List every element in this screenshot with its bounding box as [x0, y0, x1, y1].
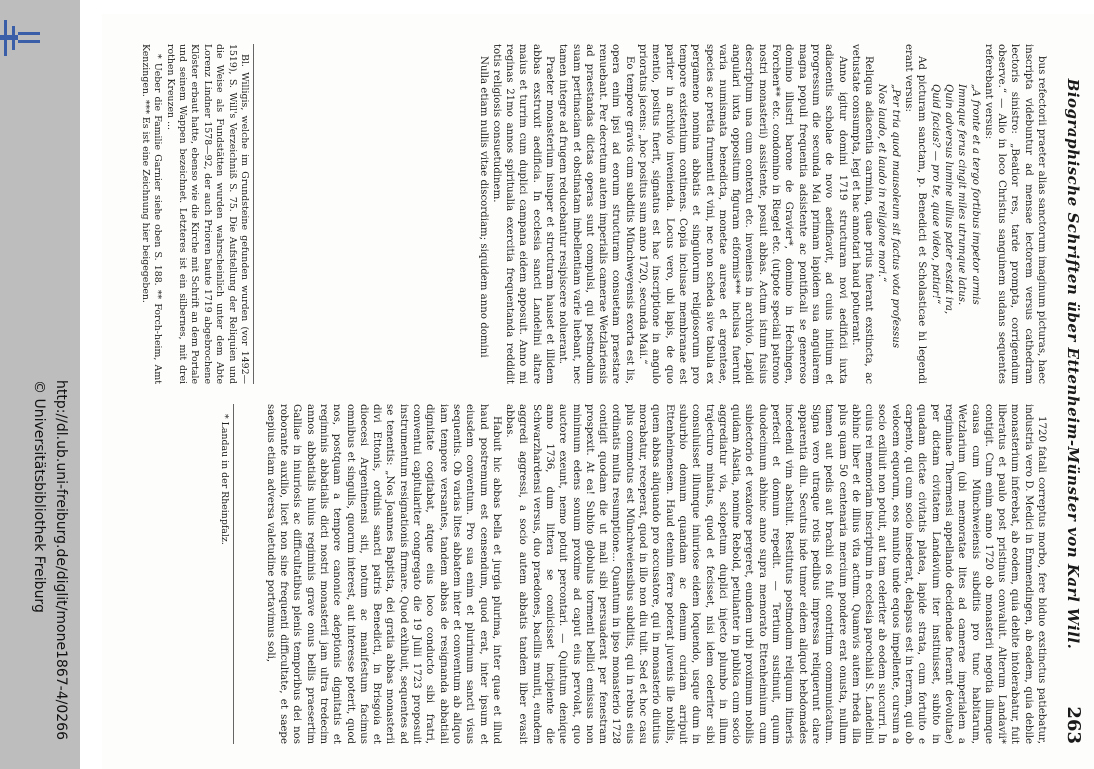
verse-line: Quid facias? — pro te, quae video, patiar!“ — [929, 84, 941, 305]
copyright-label: © Universitätsbibliothek Freiburg — [31, 380, 47, 613]
paragraph: Eo tempore gravis cum subditis Münchweyensis exorta est lis, opera enim ipsi ad eorum structuram consuetam praestare renuebant. Per decretum autem imperialis camerae Wetzlariensis ad praestandas dictas operas sunt compulsi, qui postmodum suam pertinaciam et obstinatam imbellentiam varie luebant, nec tamen integre ad frugem reducebantur resipiscere noluerant. — [557, 44, 635, 384]
paragraph: Habuit hic abbas bella et jurgia plurima, inter quae et illud haud postremum est censendum, quod erat, inter ipsum et eiusdem conventum. Pro sua enim et plurimum sancti visus sequentis. Ob varias lites abbatem inter et conventum ab aliquo iam tempore versantes, tandem abbas de resignanda abbatiali dignitate cogitabat, atque eius loco conducto sibi fratri, conventui capitulariter congregato die 19 Julii 1723 proposuit instrumentum resignationis firmare. Quod exhibuit, sequentes ad se tenentis: „Nos Joannes Baptista, dei gratia abbas monasterii divi Ettonis, ordinis sancti patris Benedicti, in Brisgoia et dioecesi Argentinensi siti, notum ac manifestum facimus omnibus et singulis, quorum interest, aut interesse poterit, quod nos, postquam a tempore canonice adeptionis dignitatis et regiminis abbatialis dicti nostri monasterii jam ultra tredecim annos abbatialis huius regiminis grave onus bellis praesertim Galliae in iniuriosis ac difficultatibus plenis temporibus dei nos roborante auxilio, licet non sine frequenti difficultate, et saepe saepius etiam adversa valetudine portavimus soli, — [264, 404, 502, 744]
paragraph: bus refectorii praeter alias sanctorum imaginum picturas, haec inscripta videbuntur ad mensae lectorem versus cathedram lectoris sinistro: „Beatior res, tarde prompta, corrigendum observe.“ — Alio in loco Christus sanguinem sudans sequentes referebant versus: — [982, 44, 1047, 384]
library-logo-icon[interactable] — [0, 18, 44, 58]
footnote: Bl. Willigis, welche im Grundsteine gefunden wurden (vor 1492—1519), S. Will's Verzeichniß S. 75. Die Aufstellung der Reliquien und die Weise als Fundstätten wurden wahrscheinlich unter dem Abte Lorenz Lindner 1578—92, der auch Prioren baute 1719 abgebrochene Klöster erbaut hatte, ebenso wie die Kirche mit Schrift an dem Portale und seinem Wappen bezeichnet. Letzteres ist ein silbernes, mit drei rothen Kreuzen ... — [164, 44, 250, 384]
page-number: 263 — [1063, 706, 1084, 744]
viewer-metadata — [10, 380, 72, 760]
verse-line: Quin adversus lumine ullius pater exstat ira, — [942, 84, 954, 315]
verse-line: „Per tria quod mausoleum sit factus vota professus — [889, 84, 901, 349]
paragraph: 1720 fatali correptus morbo, fere biduo exstinctus patiebatur, industria vero D. Medici in Emmendingen, ab eadem, quia debile monasterium inferebat, ab eodem, quia debite intolerabatur, fuit liberatus et paulo post pristinus convaluit. Alterum Landavii* contigit. Cum enim anno 1720 ob monasterii negotia illumque causa cum Münchweiensis subditis pro tunc habitarum, Wetzlarium (ubi memoratae lites ad camerae imperialem a regiminae Thermensi appellando decidendae fuerant devolutae) per dictam civitatem Landavium iter instituisset, subito in quadam dictae civitatis platea, lapide strata, cum fortuito e carpento, qui cum socio insederat, delapsus est in terram, qui ob velocem equorum, eos munito unde equos impellente, cursum a socio exiliuit non potuit, aut tam celeriter ab eodem succurri. In cuius rei memoriam inscriptum in ecclesia parochiali S. Landelini abhinc liber et de illius vita actum. Quamvis autem rheda illa plus quam 50 centenaria mercium pondere erat onusta, nullum tamen aut pedis aut brachii os fuit contritum communicatum. Signa vero utraque rotis pedibus impressa reliquerunt clare apparentia dilu. Secutus inde tumor eidem aliquot hebdomades incedendi vim abstulit. Restitutus postmodum reliquum itineris perfecit et domum repedit. — Tertium sustinuit, quum duodecimum abhinc anno supra memorato Ettenheimium cum subiectorio et vexatore pergeret, eundem urbi proximum nobilis quidam Alsatia, nomine Rebold, petulanter in publica cum socio aggrediatur via, sclopetum duplici injecto plumbo in illum trajecturo minatus, quod et fecisset, nisi idem celeriter sibi consuluisset illumque iniuriose eidem loquendo, usque dum in suburbio domum quandam ac demum curiam arripuit Ettenheimensem. Haud etenim ferre poterat juvenis ille nobilis, quem abbas aliquando pro accusatore, qui in monasterio diutius morabatur, receperat, quod in illo non diu tulit. Sed et hoc casu plus commotus est Münchweiensibus subditis, qui in rebus eius ordinatis multa resumptione... Quantum in ipso monasterio 1728 contigit quodam die ut mali sibi persuaderat per fenestram prospexit. At ea! Subito globulus tormenti bellici emissus non minimum edens sonum proxime ad caput eius pervolat, quo auctore exeunt, nemo potuit percontari. — Quintum denique anno 1736, dum littera se coniicisset incipiente die Schwarzhardensi versus, duo praedones, bacillis muniti, eundem aggredi aggressi, a socio autem abbatis tandem liber evasit abbas. — [504, 404, 1047, 744]
verse-line: Nos laudo, et laudo in religione mori.“ — [876, 84, 888, 283]
footnote: * Ueber die Familie Garnier siehe oben S. 188. ** Forch-heim, Amt Kenzingen. *** Es ist eine Zeichnung hier beigegeben. — [139, 44, 164, 384]
footnote: * Landau in der Rheinpfalz. — [219, 414, 230, 545]
left-footnotes — [138, 44, 254, 384]
paragraph: Reliqua adiacentia carmina, quae prius fuerant exstincta, ac vetustate consumpta, legi et hac annotari haud potuerant. — [849, 44, 875, 384]
right-footnotes — [218, 404, 234, 744]
paragraph: Nulla etiam nullis vitae discordiam; siquidem anno domini — [477, 56, 489, 358]
verse-line: „A fronte et a tergo fortibus impetor armis — [969, 84, 981, 305]
paragraph: Ad picturam sanctam, p. Benedicti et Scholasticae hi legendi erant versus: — [903, 44, 928, 384]
scanned-page — [102, 14, 1094, 769]
right-text-column — [263, 404, 1048, 744]
left-text-column — [476, 44, 1048, 384]
running-title: Biographische Schriften über Ettenheim-Münster von Karl Will. — [1064, 78, 1082, 650]
page-header — [1056, 54, 1082, 744]
paragraph: Anno igitur domini 1719 structuram novi aedificii iuxta adiacentis scholae de novo aedificavit, ad cuius initium et progressum die secunda Mai primam lapidem sua angularem magna populi frequentia adsistente ac pontificali se generoso domino illustri barone de Gravier*, domino in Hechingen, Forchen** etc. condomino in Riegel etc. (utpote speciali patrono nostri monasterii) assistente, posuit abbas. Actum istum fusius descriptum una cum contextu etc. inveniens in archivio. Lapidi angulari iuxta oppositum figuram eiformis*** inclusa fuerunt varia numismata benedicta, monetae aureae et argenteae, species ac pretia frumenti et vini, nec non scheda sive tabula ex pergameno nomina abbatis et singulorum religiosorum pro tempore existentium continens. Copia inclusae membranae est pariter in archivio invenienda. Locus vero, ubi lapis, de quo mentio, positus fuerit, signatus est hac inscriptione in angulo prioratus jacens: „hoc positus sum anno 1720, secunda Maii.“ — [637, 44, 848, 384]
document-viewport — [102, 14, 1094, 769]
paragraph: Praeter monasterium insuper et structuram hauset et illidem abbas exstruxit aedificia. In ecclesia sancti Landelini altare maius et turrim cum duplici campana eidem apposuit. Anno mi reginas 21mo annos spiritualia exercitia frequentanda reddidit totis religiosis consuetudinem. — [490, 44, 556, 384]
viewer-sidebar — [0, 0, 80, 769]
page-url-link[interactable]: http://dl.ub.uni-freiburg.de/diglit/mone1867-4/0266 — [53, 380, 69, 740]
verse-line: Immque ferus cingit miles utrumque latus. — [956, 84, 968, 306]
